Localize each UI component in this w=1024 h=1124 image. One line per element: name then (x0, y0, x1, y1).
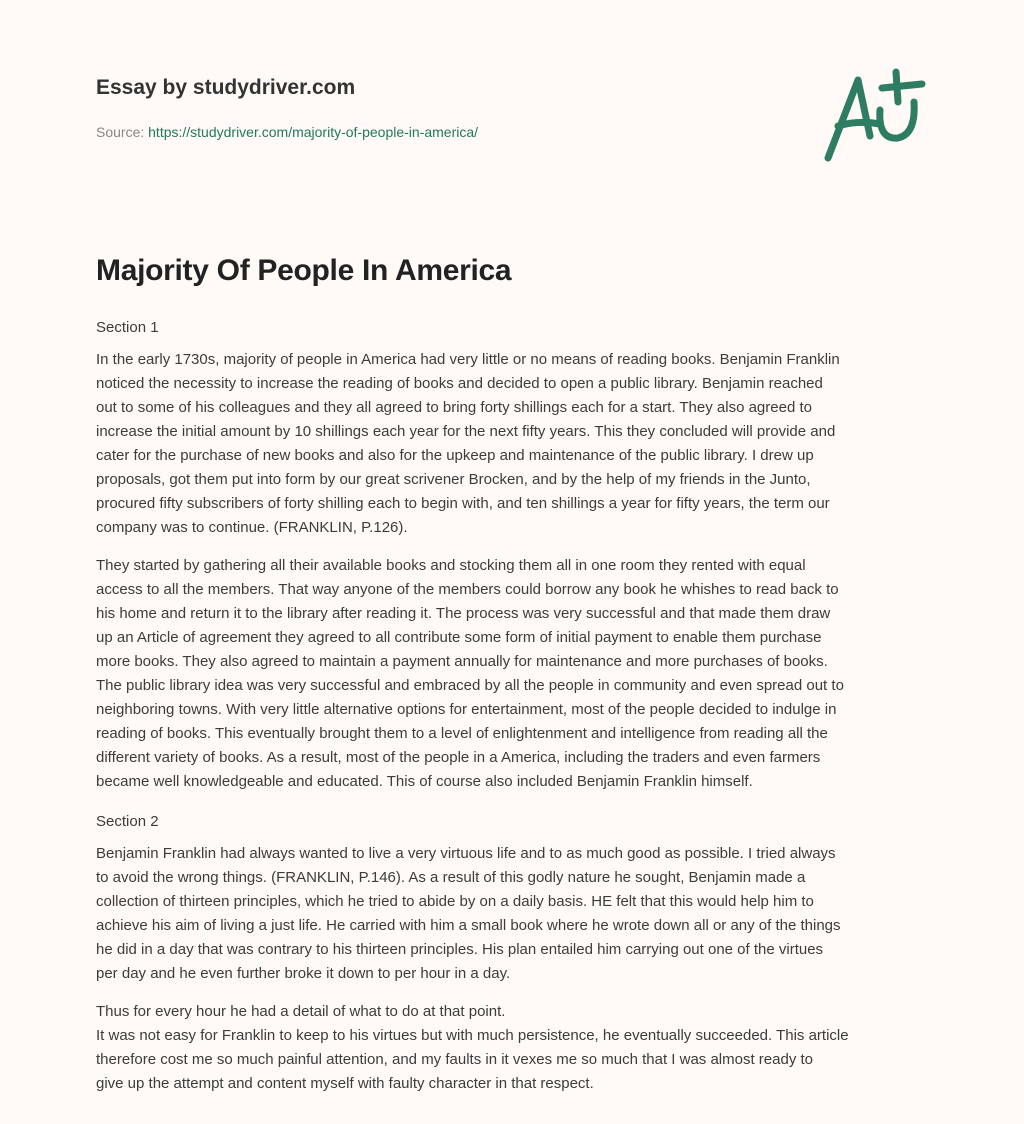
text-line: different variety of books. As a result, most of the people in a America, including the traders and even farmers (96, 749, 821, 766)
text-line: per day and he even further broke it down to per hour in a day. (96, 965, 511, 982)
text-line: to avoid the wrong things. (FRANKLIN, P.146). As a result of this godly nature he sought, Benjamin made a (96, 869, 806, 886)
paragraph-3 (96, 842, 936, 986)
section-1-label: Section 1 (96, 319, 159, 336)
text-line: collection of thirteen principles, which he tried to abide by on a daily basis. HE felt that this would help him to (96, 893, 814, 910)
text-line: neighboring towns. With very little alternative options for entertainment, most of the people decided to indulge in (96, 701, 837, 718)
text-line: up an Article of agreement they agreed to all contribute some form of initial payment to enable them purchase (96, 629, 822, 646)
text-line: his home and return it to the library after reading it. The process was very successful and that made them draw (96, 605, 831, 622)
text-line: Thus for every hour he had a detail of what to do at that point. (96, 1003, 506, 1020)
source-link[interactable]: https://studydriver.com/majority-of-people-in-america/ (148, 124, 479, 140)
section-2-label: Section 2 (96, 813, 159, 830)
text-line: The public library idea was very successful and embraced by all the people in community and even spread out to (96, 677, 844, 694)
text-line: more books. They also agreed to maintain a payment annually for maintenance and more purchases of books. (96, 653, 828, 670)
text-line: therefore cost me so much painful attention, and my faults in it vexes me so much that I was almost ready to (96, 1051, 814, 1068)
text-line: It was not easy for Franklin to keep to his virtues but with much persistence, he eventually succeeded. This article (96, 1027, 849, 1044)
paragraph-1 (96, 348, 936, 540)
site-title: Essay by studydriver.com (96, 76, 356, 99)
text-line: noticed the necessity to increase the reading of books and decided to open a public library. Benjamin reached (96, 375, 823, 392)
text-line: access to all the members. That way anyone of the members could borrow any book he whishes to read back to (96, 581, 839, 598)
text-line: cater for the purchase of new books and also for the upkeep and maintenance of the public library. I drew up (96, 447, 814, 464)
paragraph-2 (96, 554, 936, 794)
paragraph-4 (96, 1000, 936, 1096)
text-line: reading of books. This eventually brought them to a level of enlightenment and intelligence from reading all the (96, 725, 828, 742)
a-plus-logo (818, 66, 930, 166)
text-line: They started by gathering all their available books and stocking them all in one room they rented with equal (96, 557, 806, 574)
text-line: procured fifty subscribers of forty shilling each to begin with, and ten shillings a year for fifty years, the term our (96, 495, 830, 512)
text-line: achieve his aim of living a just life. He carried with him a small book where he wrote down all or any of the things (96, 917, 841, 934)
text-line: out to some of his colleagues and they all agreed to bring forty shillings each for a start. They also agreed to (96, 399, 812, 416)
article-title: Majority Of People In America (96, 254, 512, 287)
article-body (96, 316, 936, 1110)
text-line: he did in a day that was contrary to his thirteen principles. His plan entailed him carrying out one of the virtues (96, 941, 824, 958)
text-line: give up the attempt and content myself with faulty character in that respect. (96, 1075, 594, 1092)
text-line: became well knowledgeable and educated. This of course also included Benjamin Franklin himself. (96, 773, 753, 790)
text-line: company was to continue. (FRANKLIN, P.126). (96, 519, 408, 536)
text-line: increase the initial amount by 10 shillings each year for the next fifty years. This they concluded will provide and (96, 423, 836, 440)
text-line: Benjamin Franklin had always wanted to live a very virtuous life and to as much good as possible. I tried always (96, 845, 836, 862)
source-line (96, 124, 478, 140)
text-line: In the early 1730s, majority of people in America had very little or no means of reading books. Benjamin Franklin (96, 351, 840, 368)
text-line: proposals, got them put into form by our great scrivener Brocken, and by the help of my friends in the Junto, (96, 471, 811, 488)
source-label: Source: (96, 124, 145, 140)
